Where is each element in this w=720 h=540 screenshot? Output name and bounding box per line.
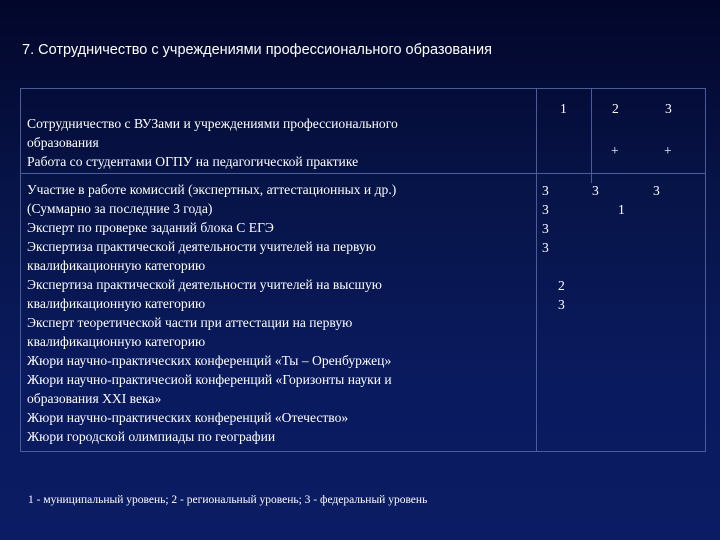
row2-line-9: квалификационную категорию xyxy=(27,334,206,349)
row2-level-1-value: 3 xyxy=(542,183,549,198)
slide-title: 7. Сотрудничество с учреждениями профессионального образования xyxy=(22,42,492,58)
header-level-2: 2 xyxy=(612,101,619,116)
row2-level-2-value: 1 xyxy=(618,202,625,217)
row2-level-1-value: 3 xyxy=(542,221,549,236)
row2-level-1-value: 3 xyxy=(542,202,549,217)
column-divider-1 xyxy=(536,89,537,451)
row2-level-1-value: 3 xyxy=(558,297,565,312)
row2-line-7: квалификационную категорию xyxy=(27,296,206,311)
row2-line-14: Жюри городской олимпиады по географии xyxy=(27,429,276,444)
cooperation-table xyxy=(20,88,706,452)
header-level-3: 3 xyxy=(665,101,672,116)
row-divider xyxy=(21,173,705,174)
column-divider-2 xyxy=(591,89,592,183)
row2-level-2-value: 3 xyxy=(592,183,599,198)
header-level-1: 1 xyxy=(560,101,567,116)
row2-line-3: Эксперт по проверке заданий блока С ЕГЭ xyxy=(27,220,274,235)
row2-level-1-value: 2 xyxy=(558,278,565,293)
row2-line-12: образования XXI века» xyxy=(27,391,162,406)
row1-level-2-mark: + xyxy=(611,143,619,158)
row1-line-2: образования xyxy=(27,135,99,150)
row2-line-5: квалификационную категорию xyxy=(27,258,206,273)
row2-line-13: Жюри научно-практических конференций «Отечество» xyxy=(27,410,349,425)
row2-line-1: Участие в работе комиссий (экспертных, аттестационных и др.) xyxy=(27,182,397,197)
row1-line-3: Работа со студентами ОГПУ на педагогической практике xyxy=(27,154,359,169)
row2-line-4: Экспертиза практической деятельности учителей на первую xyxy=(27,239,376,254)
level-legend-footnote: 1 - муниципальный уровень; 2 - региональный уровень; 3 - федеральный уровень xyxy=(28,494,428,506)
row2-line-2: (Суммарно за последние 3 года) xyxy=(27,201,213,216)
row2-level-3-value: 3 xyxy=(653,183,660,198)
row1-line-1: Сотрудничество с ВУЗами и учреждениями профессионального xyxy=(27,116,398,131)
row2-line-11: Жюри научно-практичесиой конференций «Горизонты науки и xyxy=(27,372,392,387)
row2-line-8: Эксперт теоретической части при аттестации на первую xyxy=(27,315,353,330)
row2-line-10: Жюри научно-практических конференций «Ты – Оренбуржец» xyxy=(27,353,392,368)
row1-level-3-mark: + xyxy=(664,143,672,158)
row2-level-1-value: 3 xyxy=(542,240,549,255)
row2-line-6: Экспертиза практической деятельности учителей на высшую xyxy=(27,277,382,292)
